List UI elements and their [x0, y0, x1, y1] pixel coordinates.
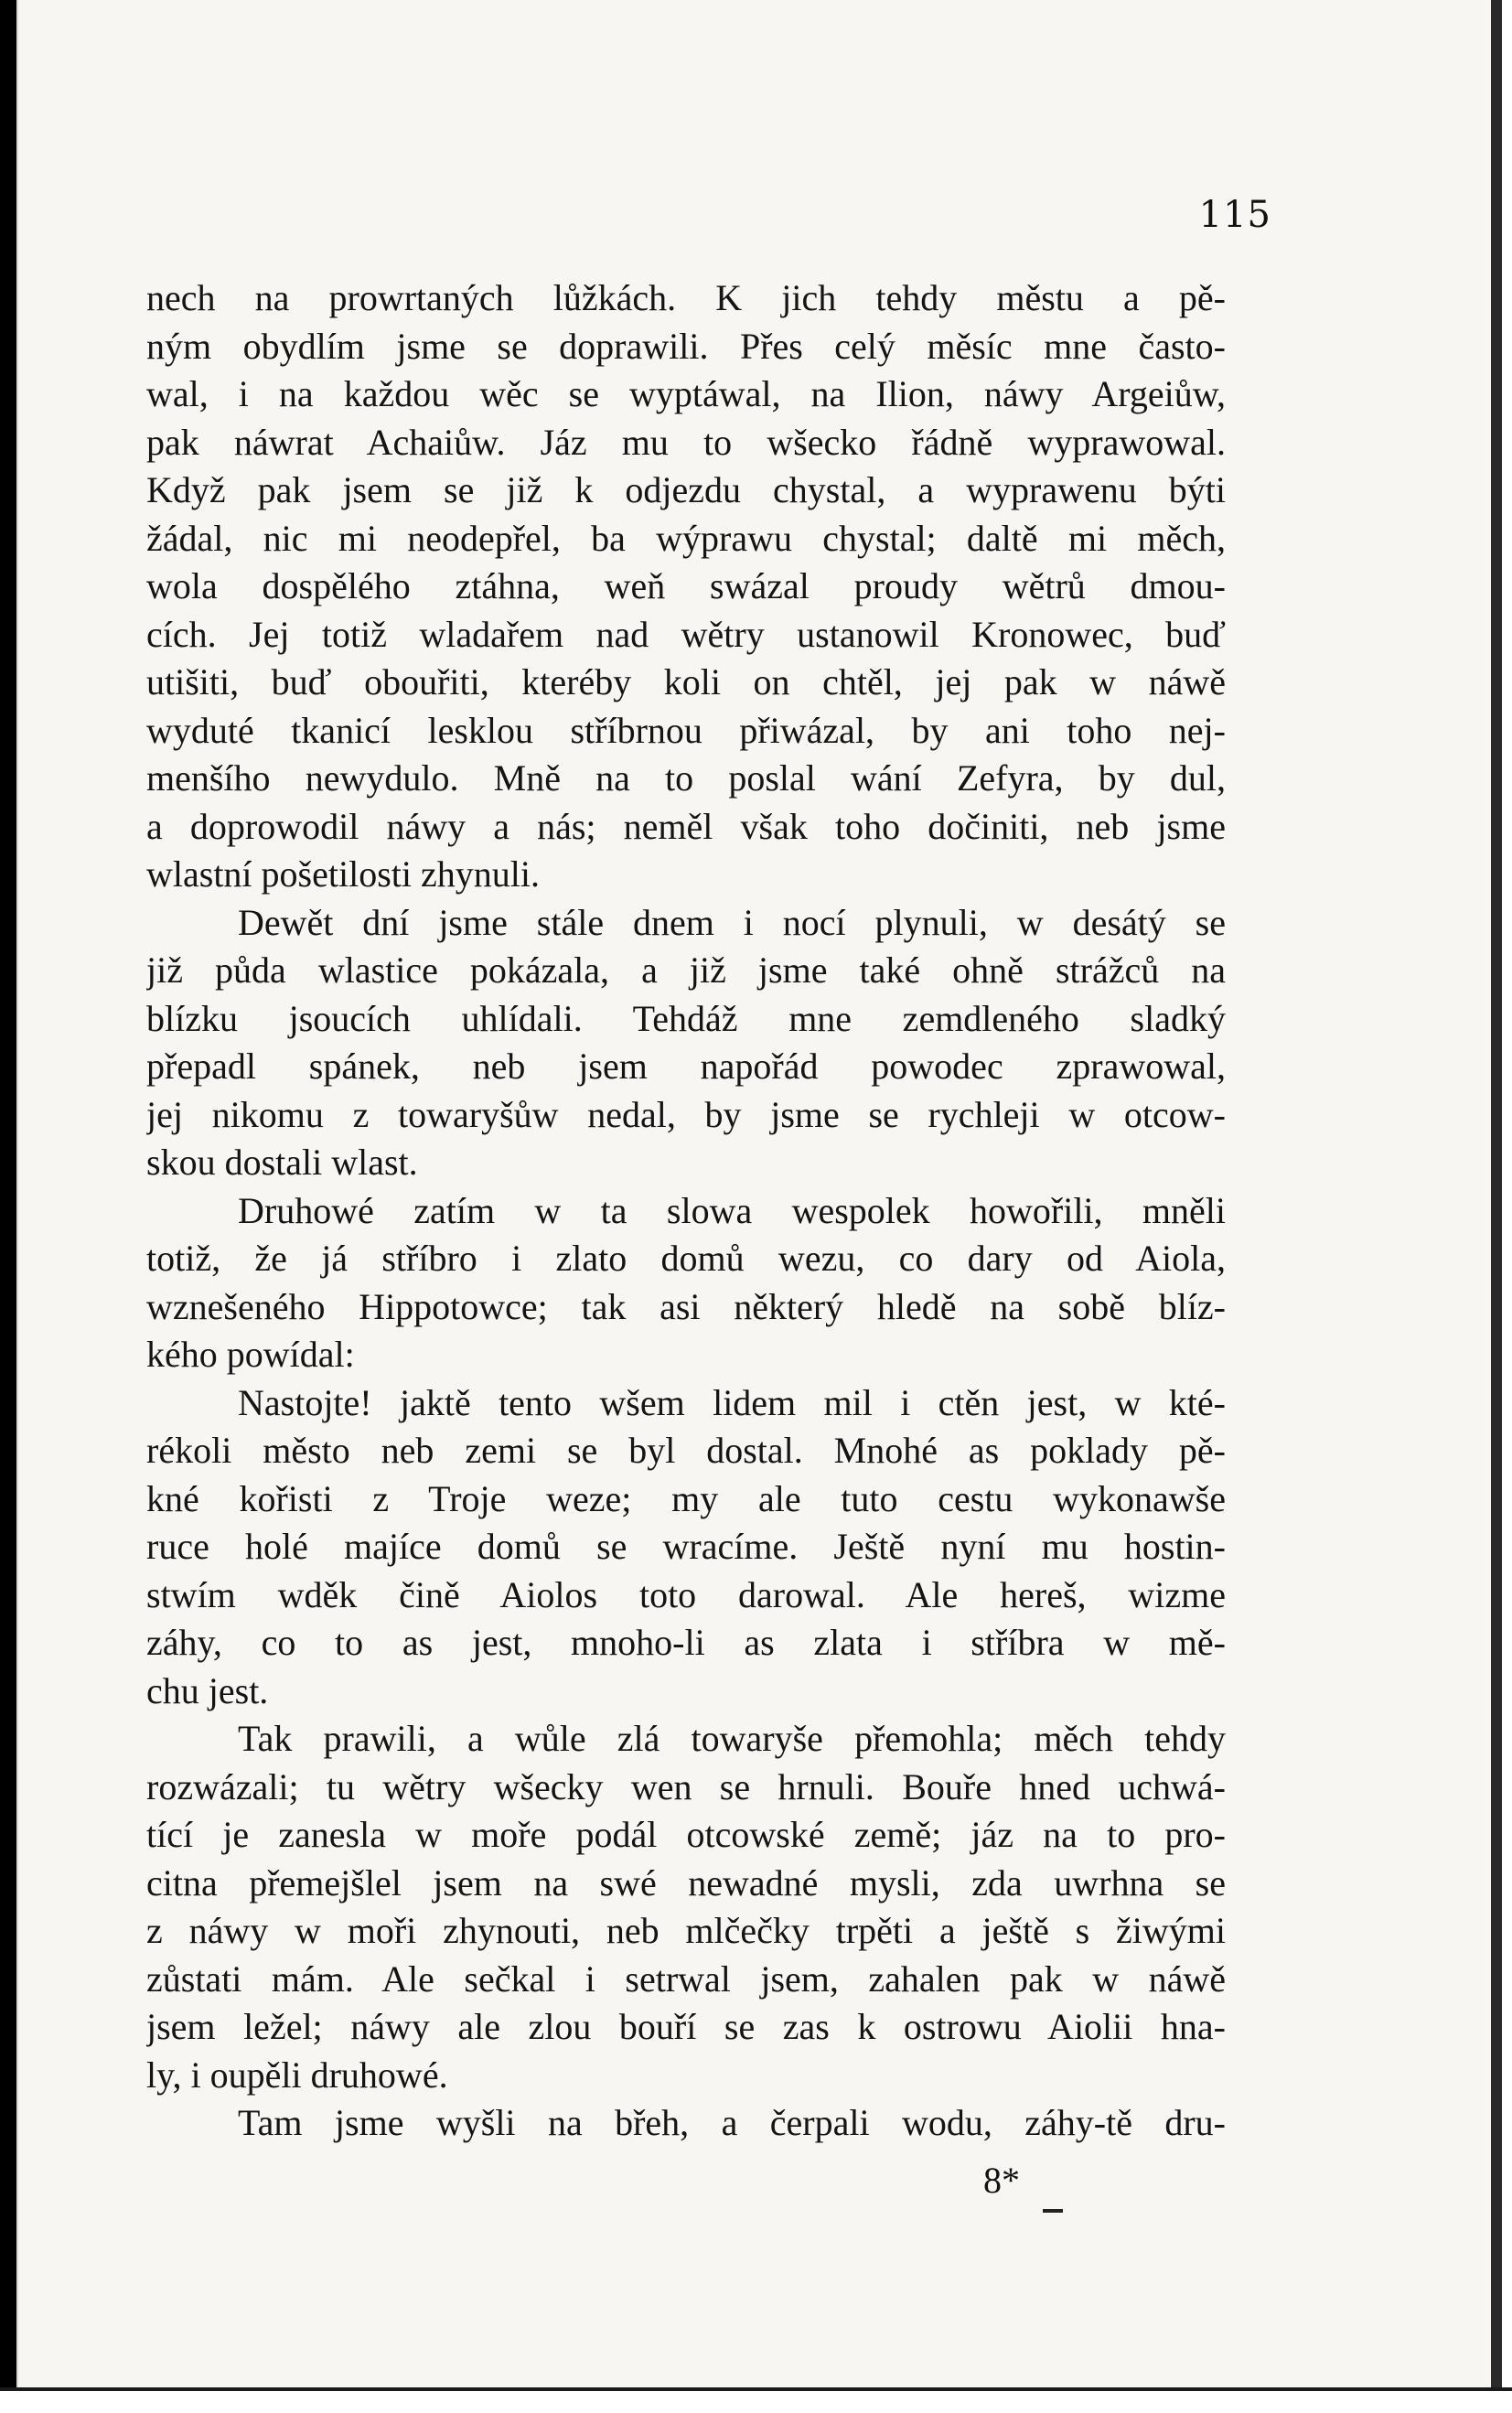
text-line: utišiti, buď obouřiti, kteréby koli on chtěl, jej pak w náwě	[146, 661, 1226, 702]
text-line: wznešeného Hippotowce; tak asi některý hledě na sobě blíz-	[146, 1285, 1226, 1327]
text-line: kého powídal:	[146, 1334, 355, 1375]
text-line: cích. Jej totiž wladařem nad wětry ustanowil Kronowec, buď	[146, 613, 1226, 655]
text-line: nech na prowrtaných lůžkách. K jich tehdy městu a pě-	[146, 277, 1226, 318]
text-line: kné kořisti z Troje weze; my ale tuto cestu wykonawše	[146, 1477, 1226, 1519]
text-line: jsem ležel; náwy ale zlou bouří se zas k ostrowu Aiolii hna-	[146, 2006, 1226, 2047]
body-text	[146, 274, 1226, 2148]
text-line: přepadl spánek, neb jsem napořád powodec zprawowal,	[146, 1046, 1226, 1087]
page-number: 115	[1198, 194, 1271, 236]
text-line: tící je zanesla w moře podál otcowské země; jáz na to pro-	[146, 1814, 1226, 1855]
text-line: stwím wděk čině Aiolos toto darowal. Ale hereš, wizme	[146, 1573, 1226, 1615]
text-line: Tam jsme wyšli na břeh, a čerpali wodu, záhy-tě dru-	[238, 2102, 1226, 2143]
text-line: rékoli město neb zemi se byl dostal. Mnohé as poklady pě-	[146, 1430, 1226, 1471]
text-line: z náwy w moři zhynouti, neb mlčečky trpěti a ještě s žiwými	[146, 1910, 1226, 1951]
text-line: menšího newydulo. Mně na to poslal wání Zefyra, by dul,	[146, 757, 1226, 799]
text-line: skou dostali wlast.	[146, 1142, 418, 1183]
text-line: záhy, co to as jest, mnoho-li as zlata i stříbra w mě-	[146, 1622, 1226, 1663]
text-line: Dewět dní jsme stále dnem i nocí plynuli, w desátý se	[238, 901, 1226, 943]
scan-left-border	[0, 0, 16, 2413]
text-line: zůstati mám. Ale sečkal i setrwal jsem, zahalen pak w náwě	[146, 1957, 1226, 2000]
text-line: a doprowodil náwy a nás; neměl však toho dočiniti, neb jsme	[146, 805, 1226, 847]
text-line: pak náwrat Achaiůw. Jáz mu to wšecko řádně wyprawowal.	[146, 421, 1226, 463]
text-line: Když pak jsem se již k odjezdu chystal, a wyprawenu býti	[146, 469, 1226, 510]
catchword-dash	[1043, 2209, 1063, 2213]
text-line: již půda wlastice pokázala, a již jsme také ohně strážců na	[146, 949, 1226, 991]
text-line: totiž, že já stříbro i zlato domů wezu, co dary od Aiola,	[146, 1238, 1226, 1279]
text-line: ly, i oupěli druhowé.	[146, 2054, 448, 2096]
scan-right-border	[1491, 0, 1502, 2413]
text-line: wal, i na každou wěc se wyptáwal, na Ilion, náwy Argeiůw,	[146, 373, 1226, 414]
text-line: Druhowé zatím w ta slowa wespolek howořili, mněli	[238, 1189, 1226, 1231]
paragraph	[146, 1715, 1226, 2099]
text-line: citna přemejšlel jsem na swé newadné mysli, zda uwrhna se	[146, 1861, 1226, 1904]
paragraph	[146, 899, 1226, 1187]
signature-mark: 8*	[983, 2160, 1020, 2201]
text-line: wola dospělého ztáhna, weň swázal proudy wětrů dmou-	[146, 565, 1226, 606]
paragraph	[146, 2099, 1226, 2148]
text-line: blízku jsoucích uhlídali. Tehdáž mne zemdleného sladký	[146, 997, 1226, 1039]
text-line: Tak prawili, a wůle zlá towaryše přemohla; měch tehdy	[238, 1718, 1226, 1759]
text-line: wyduté tkanicí lesklou stříbrnou přiwázal, by ani toho nej-	[146, 709, 1226, 751]
text-line: wlastní pošetilosti zhynuli.	[146, 853, 540, 895]
paragraph	[146, 274, 1226, 899]
text-line: ným obydlím jsme se doprawili. Přes celý měsíc mne často-	[146, 325, 1226, 367]
text-line: žádal, nic mi neodepřel, ba wýprawu chystal; daltě mi měch,	[146, 517, 1226, 559]
paragraph	[146, 1187, 1226, 1379]
text-line: chu jest.	[146, 1669, 269, 1711]
scan-right-margin	[1502, 0, 1512, 2413]
text-line: ruce holé majíce domů se wracíme. Ještě nyní mu hostin-	[146, 1526, 1226, 1567]
text-line: Nastojte! jaktě tento wšem lidem mil i ctěn jest, w kté-	[238, 1381, 1226, 1423]
text-line: rozwázali; tu wětry wšecky wen se hrnuli. Bouře hned uchwá-	[146, 1765, 1226, 1807]
text-line: jej nikomu z towaryšůw nedal, by jsme se rychleji w otcow-	[146, 1093, 1226, 1135]
paragraph	[146, 1379, 1226, 1716]
scan-bottom-border	[0, 2387, 1512, 2413]
